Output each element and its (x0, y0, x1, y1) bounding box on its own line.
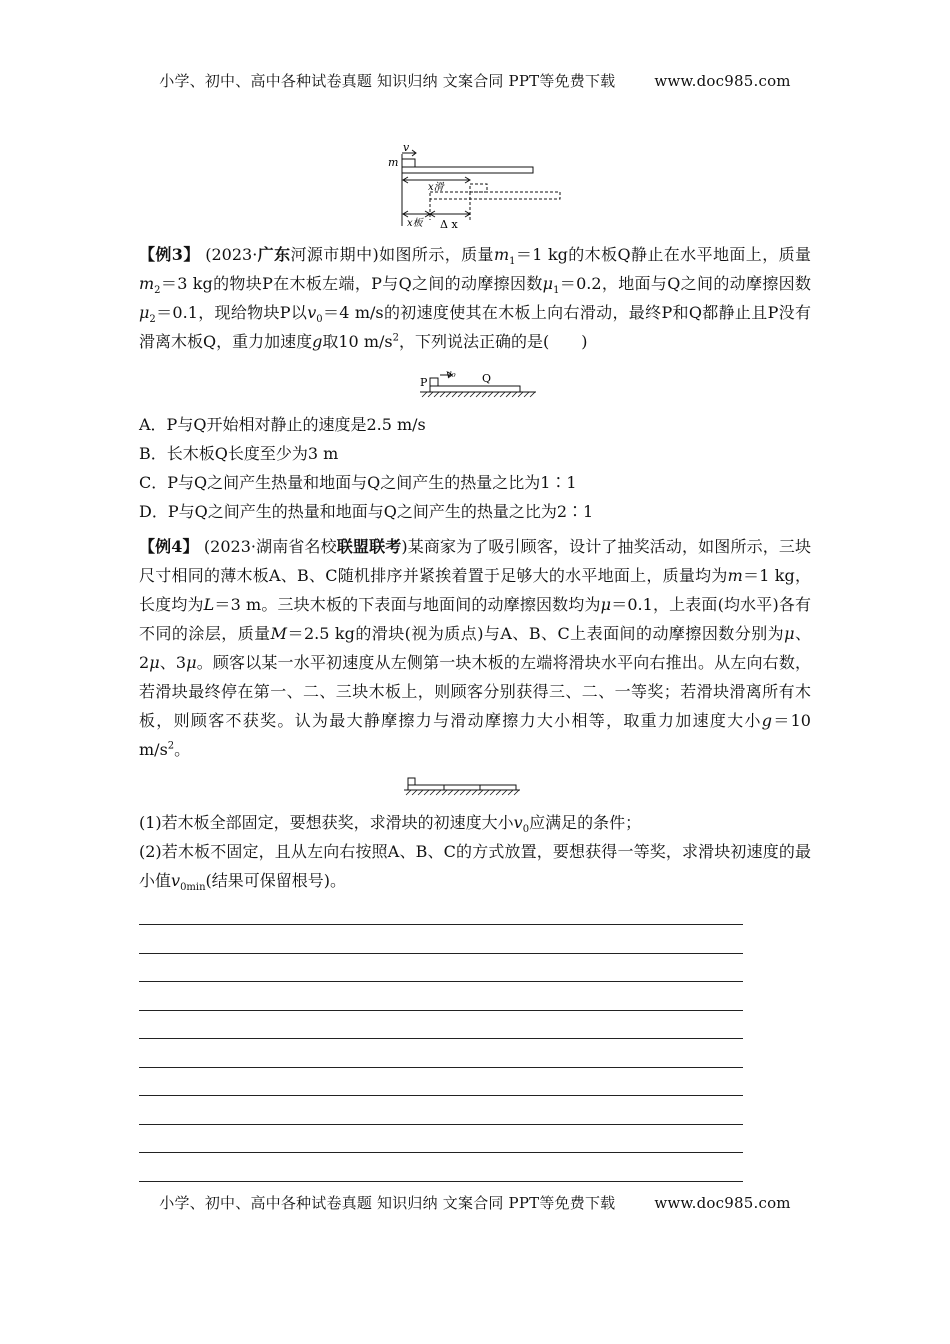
fig2-p-label: P (420, 376, 428, 389)
example-3-options (139, 410, 811, 526)
var-g: g (312, 332, 323, 351)
var-mu: μ (600, 595, 612, 614)
fig2-v0-label: v₀ (446, 369, 456, 380)
fig1-x-board-label: x板 (407, 218, 423, 228)
var-M: M (270, 624, 288, 643)
text: ＝1 kg，长度均为 (139, 566, 811, 614)
answer-line[interactable] (139, 1067, 743, 1068)
sub: 0 (522, 824, 530, 836)
fig1-v-label: v (403, 141, 410, 154)
example-4-source-kw: 联盟联考 (336, 537, 402, 556)
sup: 2 (167, 740, 175, 752)
example-3-tag: 【例3】 (139, 245, 200, 264)
footer-text: 小学、初中、高中各种试卷真题 知识归纳 文案合同 PPT等免费下载 (159, 1194, 616, 1212)
page-footer (0, 1192, 950, 1213)
sub: 1 (509, 256, 516, 268)
fig2-q-label: Q (482, 372, 492, 385)
sub: 1 (553, 285, 560, 297)
text: 、3 (159, 653, 187, 672)
example-4-source: (2023·湖南省名校 (203, 537, 337, 556)
example-4 (139, 532, 811, 764)
var-m1: m (493, 245, 510, 264)
answer-line[interactable] (139, 924, 743, 925)
option-b: B．长木板Q长度至少为3 m (139, 444, 339, 463)
option-d: D．P与Q之间产生的热量和地面与Q之间产生的热量之比为2∶1 (139, 502, 594, 521)
answer-lines (139, 924, 743, 1209)
var-mu1: μ (542, 274, 554, 293)
footer-url: www.doc985.com (654, 1194, 791, 1212)
answer-line[interactable] (139, 1152, 743, 1153)
header-text: 小学、初中、高中各种试卷真题 知识归纳 文案合同 PPT等免费下载 (159, 72, 616, 90)
text: ＝3 m。三块木板的下表面与地面间的动摩擦因数均为 (214, 595, 601, 614)
three-boards-diagram (402, 772, 522, 802)
example-4-tag: 【例4】 (139, 537, 199, 556)
example-4-source-end: ) (401, 537, 408, 556)
example-3-source-end: 河源市期中) (290, 245, 379, 264)
var-mu: μ (784, 624, 795, 643)
sub: 2 (154, 285, 161, 297)
text: 、2 (139, 624, 811, 672)
option-c: C．P与Q之间产生热量和地面与Q之间产生的热量之比为1∶1 (139, 473, 577, 492)
text: ，下列说法正确的是( ) (398, 332, 588, 351)
text: ＝3 kg的物块P在木板左端，P与Q之间的动摩擦因数 (160, 274, 543, 293)
pq-board-diagram (418, 366, 538, 406)
var-m2: m (139, 274, 155, 293)
var-L: L (203, 595, 215, 614)
example-4-questions (139, 808, 811, 895)
example-4-stem (139, 532, 811, 764)
example-3-source-province: 广东 (257, 245, 291, 264)
var-mu: μ (149, 653, 160, 672)
answer-line[interactable] (139, 1095, 743, 1096)
text: 应满足的条件； (529, 813, 642, 832)
fig1-m-label: m (388, 156, 399, 169)
var-v0: v (307, 303, 317, 322)
sub: 2 (149, 314, 156, 326)
var-m: m (727, 566, 743, 585)
text: 。 (174, 740, 191, 759)
var-v0: v (513, 813, 523, 832)
var-g: g (761, 711, 773, 730)
sub: 0 (316, 314, 323, 326)
var-mu: μ (186, 653, 197, 672)
var-v0min: v (171, 871, 181, 890)
text: (结果可保留根号)。 (205, 871, 347, 890)
text: (1)若木板全部固定，要想获奖，求滑块的初速度大小 (139, 813, 514, 832)
answer-line[interactable] (139, 1038, 743, 1039)
text: 取10 m/s (322, 332, 393, 351)
header-url: www.doc985.com (654, 72, 791, 90)
displacement-diagram (384, 140, 574, 228)
question-1 (139, 808, 811, 837)
page-header (0, 70, 950, 91)
example-3-source: (2023· (205, 245, 258, 264)
text: ＝1 kg的木板Q静止在水平地面上，质量 (515, 245, 811, 264)
example-3 (139, 240, 811, 356)
answer-line[interactable] (139, 981, 743, 982)
var-mu2: μ (139, 303, 150, 322)
text: 某商家为了吸引顾客，设计了抽奖活动，如图所示，三块尺寸相同的薄木板A、B、C随机排序并紧挨着置于足够大的水平地面上，质量均为 (139, 537, 811, 585)
option-a: A．P与Q开始相对静止的速度是2.5 m/s (139, 415, 426, 434)
text: ＝0.1，上表面(均水平)各有不同的涂层，质量 (139, 595, 811, 643)
text: ＝10 m/s (139, 711, 811, 759)
answer-line[interactable] (139, 1181, 743, 1182)
text: ＝0.2，地面与Q之间的动摩擦因数 (559, 274, 811, 293)
fig1-x-slide-label: x滑 (428, 182, 444, 193)
text: 如图所示，质量 (378, 245, 494, 264)
question-2 (139, 837, 811, 895)
text: 。顾客以某一水平初速度从左侧第一块木板的左端将滑块水平向右推出。从左向右数，若滑块最终停在第一、二、三块木板上，则顾客分别获得三、二、一等奖；若滑块滑离所有木板，则顾客不获奖。认为最大静摩擦力与滑动摩擦力大小相等，取重力加速度大小 (139, 653, 811, 730)
text: ＝4 m/s的初速度使其在木板上向右滑动，最终P和Q都静止且P没有滑离木板Q，重力加速度 (139, 303, 811, 351)
answer-line[interactable] (139, 1010, 743, 1011)
text: ＝0.1，现给物块P以 (155, 303, 308, 322)
answer-line[interactable] (139, 953, 743, 954)
example-3-stem (139, 240, 811, 356)
fig1-dx-label: Δ x (440, 218, 458, 228)
text: (2)若木板不固定，且从左向右按照A、B、C的方式放置，要想获得一等奖，求滑块初速度的最小值 (139, 842, 811, 890)
sup: 2 (392, 332, 399, 344)
sub: 0min (180, 882, 206, 894)
answer-line[interactable] (139, 1124, 743, 1125)
text: ＝2.5 kg的滑块(视为质点)与A、B、C上表面间的动摩擦因数分别为 (287, 624, 785, 643)
